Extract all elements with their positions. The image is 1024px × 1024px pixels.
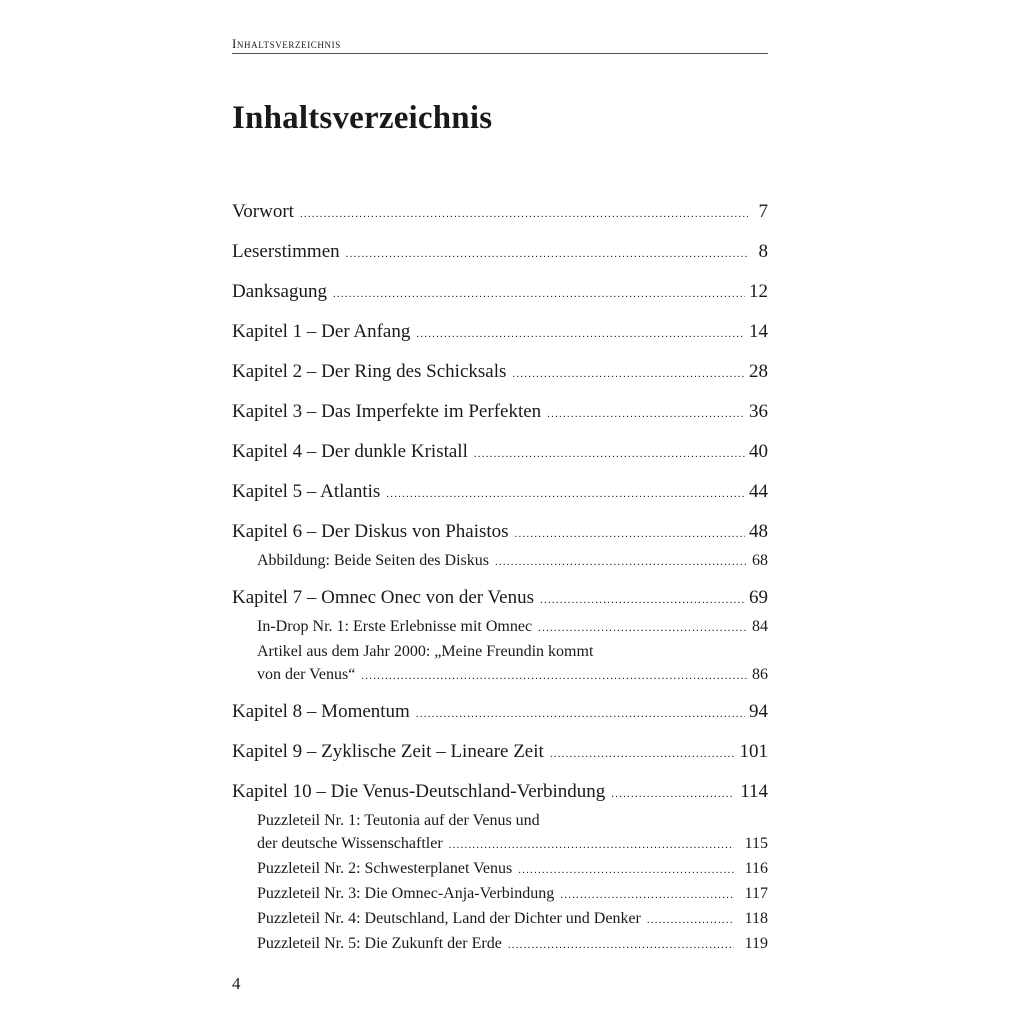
toc-entry-page: 114 [740,781,768,802]
toc-entry-kapitel-5 [232,479,768,507]
toc-entry-page: 86 [752,666,768,683]
toc-entry-label: Puzzleteil Nr. 5: Die Zukunft der Erde [257,935,502,952]
toc-subentry-puzzleteil-1-line1: Puzzleteil Nr. 1: Teutonia auf der Venus und [257,812,540,829]
dot-leader [518,859,734,882]
toc-subentry-artikel-line1: Artikel aus dem Jahr 2000: „Meine Freundin kommt [257,643,594,660]
dot-leader [515,522,745,547]
toc-entry-label: Kapitel 3 – Das Imperfekte im Perfekten [232,401,542,422]
dot-leader [361,665,748,688]
toc-entry-label: Kapitel 10 – Die Venus-Deutschland-Verbindung [232,781,606,802]
toc-entry-page: 84 [752,618,768,635]
toc-entry-kapitel-8 [232,699,768,727]
toc-entry-kapitel-2 [232,359,768,387]
toc-subentry-puzzleteil-2 [232,857,768,882]
toc-entry-page: 69 [749,587,768,608]
toc-entry-label: Vorwort [232,201,294,222]
dot-leader [300,202,748,227]
toc-entry-kapitel-6 [232,519,768,547]
toc-entry-label: Leserstimmen [232,241,340,262]
toc-entry-page: 48 [749,521,768,542]
dot-leader [550,742,734,767]
toc-entry-label: Kapitel 4 – Der dunkle Kristall [232,441,468,462]
toc-entry-kapitel-10 [232,779,768,807]
toc-entry-page: 68 [752,552,768,569]
page-title: Inhaltsverzeichnis [232,100,493,136]
toc-entry-label: von der Venus“ [257,666,356,683]
toc-subentry-puzzleteil-4 [232,907,768,932]
toc-entry-page: 115 [744,835,768,852]
toc-entry-page: 7 [758,201,768,222]
toc-entry-kapitel-3 [232,399,768,427]
toc-entry-danksagung [232,279,768,307]
toc-entry-label: Kapitel 2 – Der Ring des Schicksals [232,361,507,382]
toc-entry-label: Kapitel 1 – Der Anfang [232,321,411,342]
toc-entry-page: 12 [749,281,768,302]
toc-entry-page: 28 [749,361,768,382]
dot-leader [538,617,748,640]
toc-entry-page: 44 [749,481,768,502]
table-of-contents [232,199,768,957]
toc-entry-page: 40 [749,441,768,462]
dot-leader [495,551,748,574]
toc-entry-label: Puzzleteil Nr. 4: Deutschland, Land der Dichter und Denker [257,910,641,927]
dot-leader [416,702,745,727]
dot-leader [647,909,734,932]
toc-subentry-artikel [232,663,768,688]
toc-entry-page: 101 [739,741,768,762]
dot-leader [346,242,748,267]
dot-leader [449,834,734,857]
toc-entry-label: Kapitel 5 – Atlantis [232,481,381,502]
toc-entry-kapitel-1 [232,319,768,347]
toc-entry-page: 119 [744,935,768,952]
dot-leader [474,442,745,467]
dot-leader [540,588,745,613]
toc-entry-label: Kapitel 7 – Omnec Onec von der Venus [232,587,534,608]
toc-entry-label: Kapitel 6 – Der Diskus von Phaistos [232,521,509,542]
toc-entry-label: Kapitel 9 – Zyklische Zeit – Lineare Zeit [232,741,544,762]
dot-leader [508,934,734,957]
toc-entry-kapitel-7 [232,585,768,613]
toc-entry-label: Puzzleteil Nr. 2: Schwesterplanet Venus [257,860,513,877]
toc-subentry-puzzleteil-1 [232,832,768,857]
toc-entry-kapitel-4 [232,439,768,467]
toc-entry-page: 117 [744,885,768,902]
toc-entry-page: 94 [749,701,768,722]
dot-leader [547,402,745,427]
toc-entry-label: Danksagung [232,281,327,302]
dot-leader [416,322,745,347]
toc-subentry-puzzleteil-3 [232,882,768,907]
toc-subentry-abbildung [232,549,768,574]
dot-leader [560,884,734,907]
dot-leader [512,362,745,387]
toc-entry-label: In-Drop Nr. 1: Erste Erlebnisse mit Omnec [257,618,533,635]
toc-entry-vorwort [232,199,768,227]
toc-entry-label: Puzzleteil Nr. 3: Die Omnec-Anja-Verbindung [257,885,555,902]
dot-leader [333,282,745,307]
toc-subentry-in-drop-1 [232,615,768,640]
dot-leader [611,782,734,807]
toc-entry-label: Kapitel 8 – Momentum [232,701,410,722]
toc-entry-leserstimmen [232,239,768,267]
toc-entry-page: 8 [758,241,768,262]
toc-entry-label: Abbildung: Beide Seiten des Diskus [257,552,489,569]
toc-entry-label: der deutsche Wissenschaftler [257,835,443,852]
toc-entry-page: 14 [749,321,768,342]
running-head: Inhaltsverzeichnis [232,37,768,54]
toc-entry-page: 116 [744,860,768,877]
toc-subentry-puzzleteil-5 [232,932,768,957]
dot-leader [386,482,745,507]
toc-entry-page: 36 [749,401,768,422]
toc-entry-kapitel-9 [232,739,768,767]
page-number: 4 [232,974,241,993]
toc-entry-page: 118 [744,910,768,927]
